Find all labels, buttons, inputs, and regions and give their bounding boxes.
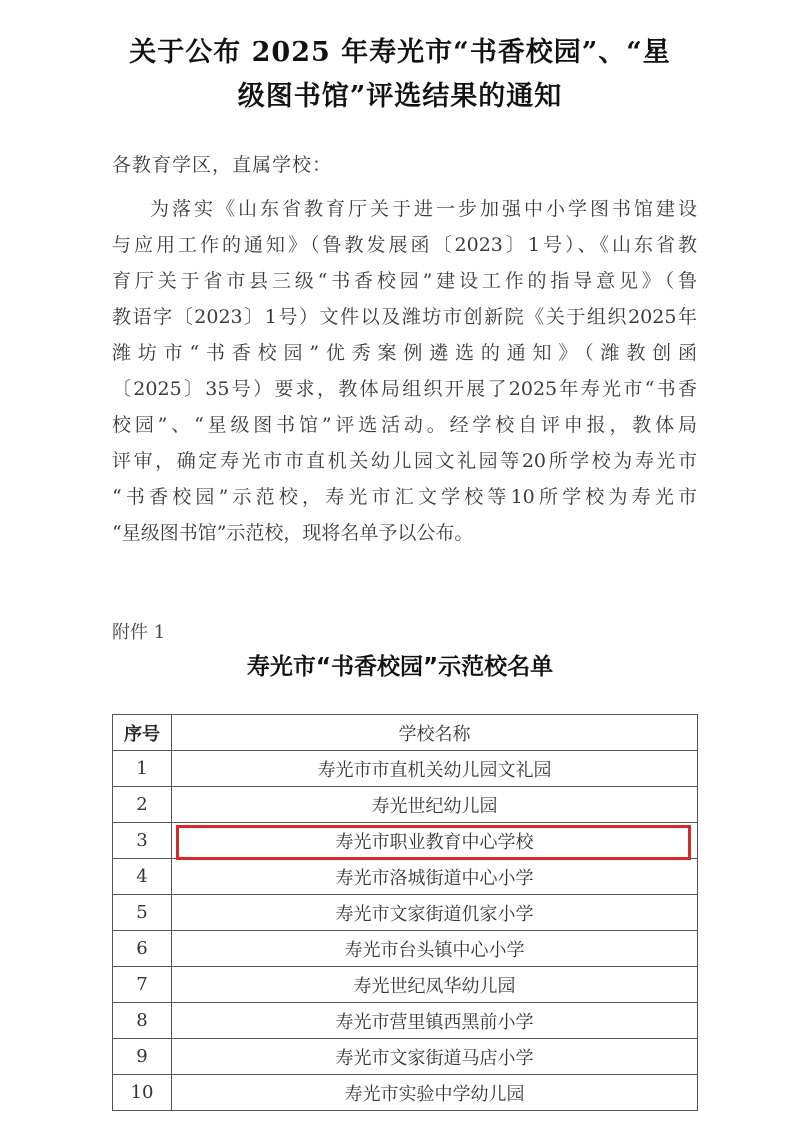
body-line: 〔2025〕35号）要求，教体局组织开展了2025年寿光市“书香 (112, 378, 697, 400)
notice-title-line-2: 级图书馆”评选结果的通知 (237, 81, 563, 112)
row-number: 1 (113, 751, 172, 787)
annex-label: 附件 1 (112, 622, 166, 643)
row-number: 5 (113, 895, 172, 931)
school-roster-table (112, 714, 698, 1111)
school-name: 寿光世纪凤华幼儿园 (172, 967, 698, 1003)
school-name: 寿光市职业教育中心学校 (172, 823, 698, 859)
table-row (113, 895, 698, 931)
table-header-row (113, 715, 698, 751)
body-line: “星级图书馆”示范校，现将名单予以公布。 (112, 522, 474, 544)
table-row (113, 859, 698, 895)
row-number: 10 (113, 1075, 172, 1111)
school-name: 寿光市实验中学幼儿园 (172, 1075, 698, 1111)
school-name: 寿光市洛城街道中心小学 (172, 859, 698, 895)
row-number: 6 (113, 931, 172, 967)
school-name: 寿光市营里镇西黑前小学 (172, 1003, 698, 1039)
body-line: 评审，确定寿光市市直机关幼儿园文礼园等20所学校为寿光市 (112, 450, 697, 472)
body-line: 校园”、“星级图书馆”评选活动。经学校自评申报，教体局 (112, 414, 697, 436)
table-row (113, 1003, 698, 1039)
salutation: 各教育学区，直属学校： (112, 154, 333, 176)
list-title: 寿光市“书香校园”示范校名单 (246, 654, 554, 680)
body-line: 教语字〔2023〕1号）文件以及潍坊市创新院《关于组织2025年 (112, 306, 697, 328)
body-line: 为落实《山东省教育厅关于进一步加强中小学图书馆建设 (150, 198, 697, 220)
table-row (113, 1075, 698, 1111)
body-line: 潍坊市“书香校园”优秀案例遴选的通知》（潍教创函 (112, 342, 697, 364)
school-name: 寿光市市直机关幼儿园文礼园 (172, 751, 698, 787)
school-name: 寿光市文家街道仉家小学 (172, 895, 698, 931)
notice-title-line-1: 关于公布 2025 年寿光市“书香校园”、“星 (129, 37, 671, 68)
body-line: 与应用工作的通知》（鲁教发展函〔2023〕1号）、《山东省教 (112, 234, 697, 256)
row-number: 7 (113, 967, 172, 1003)
table-row (113, 787, 698, 823)
row-number: 2 (113, 787, 172, 823)
row-number: 8 (113, 1003, 172, 1039)
table-row (113, 967, 698, 1003)
school-name: 寿光市文家街道马店小学 (172, 1039, 698, 1075)
row-number: 3 (113, 823, 172, 859)
row-number: 4 (113, 859, 172, 895)
table-row (113, 931, 698, 967)
body-line: “书香校园”示范校，寿光市汇文学校等10所学校为寿光市 (112, 486, 697, 508)
column-header-school-name: 学校名称 (172, 715, 698, 751)
school-name: 寿光市台头镇中心小学 (172, 931, 698, 967)
table-row (113, 1039, 698, 1075)
row-number: 9 (113, 1039, 172, 1075)
table-row (113, 751, 698, 787)
school-name: 寿光世纪幼儿园 (172, 787, 698, 823)
body-line: 育厅关于省市县三级“书香校园”建设工作的指导意见》（鲁 (112, 270, 697, 292)
column-header-number: 序号 (113, 715, 172, 751)
table-row (113, 823, 698, 859)
